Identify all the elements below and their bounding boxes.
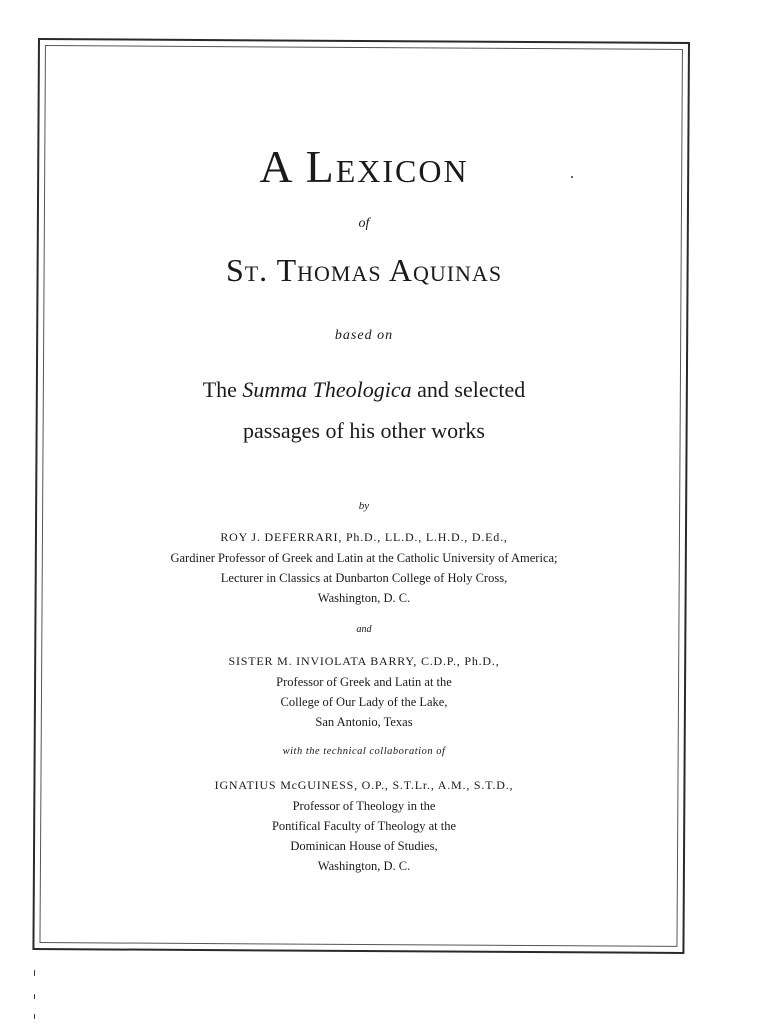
author-1-affiliation-1: Gardiner Professor of Greek and Latin at the Catholic University of America; [170,551,558,565]
based-on-label: based on [334,328,394,343]
source-works-line-1 [40,377,688,403]
author-3-affiliation-3: Dominican House of Studies, [290,839,438,853]
source-works-italic: Summa Theologica [242,377,412,402]
and-label: and [356,624,372,635]
source-works-prefix: The [202,377,243,402]
scan-speck [34,970,35,976]
book-title: A Lexicon [259,141,469,192]
author-1-name: ROY J. DEFERRARI, Ph.D., LL.D., L.H.D., D.Ed., [220,530,508,544]
source-works-suffix: and selected [411,377,526,402]
author-3-affiliation-2: Pontifical Faculty of Theology at the [271,819,457,833]
author-3-affiliation-4: Washington, D. C. [317,859,411,873]
author-2-affiliation-2: College of Our Lady of the Lake, [280,695,448,709]
scan-speck [571,176,573,178]
book-subject: St. Thomas Aquinas [225,252,503,288]
author-1-affiliation-2: Lecturer in Classics at Dunbarton College of Holy Cross, [220,571,508,585]
title-connector: of [358,216,370,231]
scan-speck [34,994,35,999]
source-works-line-2: passages of his other works [243,418,485,443]
author-3-affiliation-1: Professor of Theology in the [292,799,436,813]
author-2-affiliation-3: San Antonio, Texas [315,715,413,729]
author-2-name: SISTER M. INVIOLATA BARRY, C.D.P., Ph.D., [228,654,500,668]
author-2-affiliation-1: Professor of Greek and Latin at the [276,675,452,689]
collaboration-label: with the technical collaboration of [282,746,446,757]
scan-speck [34,1014,35,1019]
author-1-affiliation-3: Washington, D. C. [317,591,411,605]
title-page [40,40,688,948]
by-label: by [358,500,370,512]
author-3-name: IGNATIUS McGUINESS, O.P., S.T.Lr., A.M., S.T.D., [214,778,514,792]
